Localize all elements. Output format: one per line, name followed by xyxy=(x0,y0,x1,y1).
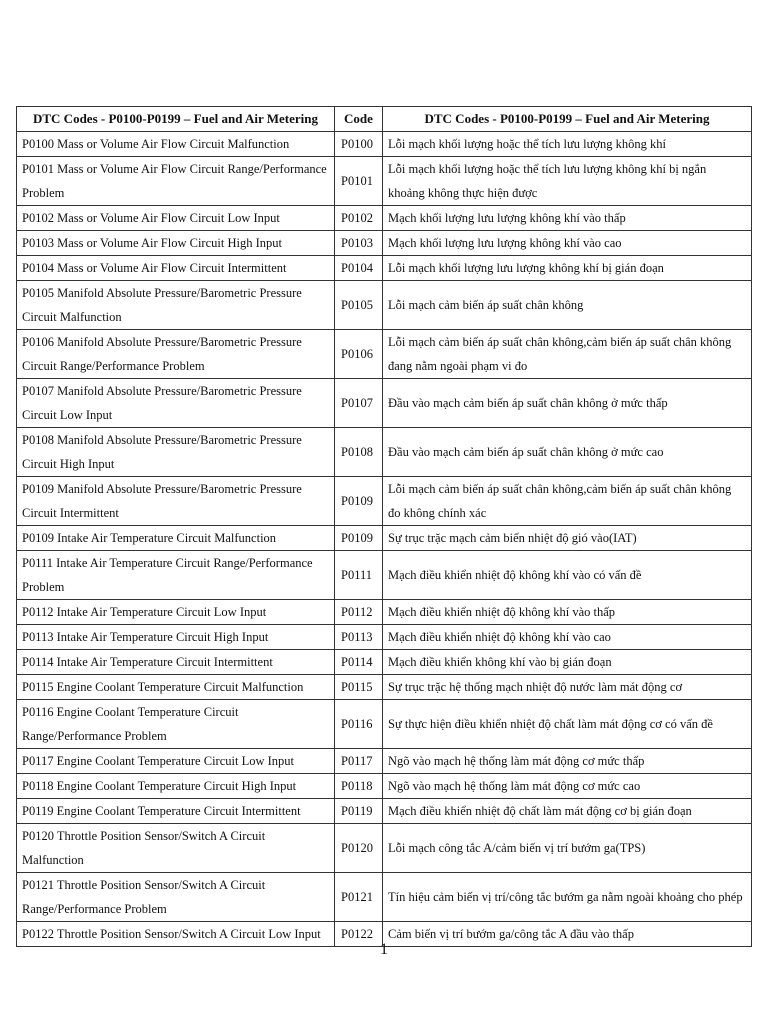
header-vietnamese-description: DTC Codes - P0100-P0199 – Fuel and Air Metering xyxy=(383,107,752,132)
description-english-cell: P0115 Engine Coolant Temperature Circuit Malfunction xyxy=(17,675,335,700)
table-row xyxy=(17,477,752,526)
description-vietnamese-cell: Lỗi mạch cảm biến áp suất chân không,cảm biến áp suất chân không đang nằm ngoài phạm vi đo xyxy=(383,330,752,379)
description-vietnamese-cell: Mạch điều khiển không khí vào bị gián đoạn xyxy=(383,650,752,675)
code-cell: P0103 xyxy=(335,231,383,256)
table-row xyxy=(17,379,752,428)
code-cell: P0115 xyxy=(335,675,383,700)
code-cell: P0114 xyxy=(335,650,383,675)
code-cell: P0112 xyxy=(335,600,383,625)
table-row xyxy=(17,700,752,749)
table-row xyxy=(17,749,752,774)
code-cell: P0118 xyxy=(335,774,383,799)
code-cell: P0121 xyxy=(335,873,383,922)
code-cell: P0108 xyxy=(335,428,383,477)
code-cell: P0101 xyxy=(335,157,383,206)
code-cell: P0106 xyxy=(335,330,383,379)
description-english-cell: P0111 Intake Air Temperature Circuit Range/Performance Problem xyxy=(17,551,335,600)
description-vietnamese-cell: Lỗi mạch khối lượng lưu lượng không khí bị gián đoạn xyxy=(383,256,752,281)
table-row xyxy=(17,625,752,650)
description-vietnamese-cell: Đầu vào mạch cảm biến áp suất chân không ở mức cao xyxy=(383,428,752,477)
description-vietnamese-cell: Đầu vào mạch cảm biến áp suất chân không ở mức thấp xyxy=(383,379,752,428)
table-row xyxy=(17,650,752,675)
code-cell: P0113 xyxy=(335,625,383,650)
table-row xyxy=(17,774,752,799)
description-vietnamese-cell: Cảm biến vị trí bướm ga/công tắc A đầu vào thấp xyxy=(383,922,752,947)
description-vietnamese-cell: Mạch khối lượng lưu lượng không khí vào cao xyxy=(383,231,752,256)
table-row xyxy=(17,157,752,206)
code-cell: P0102 xyxy=(335,206,383,231)
description-english-cell: P0109 Manifold Absolute Pressure/Barometric Pressure Circuit Intermittent xyxy=(17,477,335,526)
table-row xyxy=(17,675,752,700)
table-row xyxy=(17,281,752,330)
table-header-row xyxy=(17,107,752,132)
table-body xyxy=(17,132,752,947)
description-english-cell: P0104 Mass or Volume Air Flow Circuit Intermittent xyxy=(17,256,335,281)
description-english-cell: P0105 Manifold Absolute Pressure/Barometric Pressure Circuit Malfunction xyxy=(17,281,335,330)
header-code: Code xyxy=(335,107,383,132)
table-row xyxy=(17,206,752,231)
description-vietnamese-cell: Sự trục trặc mạch cảm biến nhiệt độ gió vào(IAT) xyxy=(383,526,752,551)
description-vietnamese-cell: Mạch điều khiển nhiệt độ không khí vào có vấn đề xyxy=(383,551,752,600)
description-english-cell: P0100 Mass or Volume Air Flow Circuit Malfunction xyxy=(17,132,335,157)
code-cell: P0109 xyxy=(335,477,383,526)
code-cell: P0109 xyxy=(335,526,383,551)
table-row xyxy=(17,256,752,281)
description-english-cell: P0109 Intake Air Temperature Circuit Malfunction xyxy=(17,526,335,551)
table-row xyxy=(17,330,752,379)
table-row xyxy=(17,873,752,922)
code-cell: P0116 xyxy=(335,700,383,749)
code-cell: P0107 xyxy=(335,379,383,428)
description-english-cell: P0112 Intake Air Temperature Circuit Low Input xyxy=(17,600,335,625)
description-vietnamese-cell: Mạch điều khiển nhiệt độ chất làm mát động cơ bị gián đoạn xyxy=(383,799,752,824)
description-english-cell: P0118 Engine Coolant Temperature Circuit High Input xyxy=(17,774,335,799)
code-cell: P0119 xyxy=(335,799,383,824)
code-cell: P0104 xyxy=(335,256,383,281)
dtc-table xyxy=(16,106,752,947)
description-vietnamese-cell: Lỗi mạch khối lượng hoặc thể tích lưu lượng không khí bị ngắn khoảng không thực hiện được xyxy=(383,157,752,206)
description-vietnamese-cell: Lỗi mạch khối lượng hoặc thể tích lưu lượng không khí xyxy=(383,132,752,157)
description-vietnamese-cell: Ngõ vào mạch hệ thống làm mát động cơ mức thấp xyxy=(383,749,752,774)
header-english-description: DTC Codes - P0100-P0199 – Fuel and Air Metering xyxy=(17,107,335,132)
description-english-cell: P0113 Intake Air Temperature Circuit High Input xyxy=(17,625,335,650)
description-vietnamese-cell: Ngõ vào mạch hệ thống làm mát động cơ mức cao xyxy=(383,774,752,799)
description-vietnamese-cell: Lỗi mạch cảm biến áp suất chân không xyxy=(383,281,752,330)
description-vietnamese-cell: Sự thực hiện điều khiển nhiệt độ chất làm mát động cơ có vấn đề xyxy=(383,700,752,749)
table-row xyxy=(17,551,752,600)
description-vietnamese-cell: Lỗi mạch công tắc A/cảm biến vị trí bướm ga(TPS) xyxy=(383,824,752,873)
description-english-cell: P0106 Manifold Absolute Pressure/Barometric Pressure Circuit Range/Performance Problem xyxy=(17,330,335,379)
description-english-cell: P0121 Throttle Position Sensor/Switch A Circuit Range/Performance Problem xyxy=(17,873,335,922)
description-english-cell: P0117 Engine Coolant Temperature Circuit Low Input xyxy=(17,749,335,774)
description-english-cell: P0103 Mass or Volume Air Flow Circuit High Input xyxy=(17,231,335,256)
table-row xyxy=(17,526,752,551)
table-row xyxy=(17,824,752,873)
code-cell: P0122 xyxy=(335,922,383,947)
code-cell: P0111 xyxy=(335,551,383,600)
code-cell: P0100 xyxy=(335,132,383,157)
table-row xyxy=(17,600,752,625)
description-english-cell: P0108 Manifold Absolute Pressure/Barometric Pressure Circuit High Input xyxy=(17,428,335,477)
table-row xyxy=(17,799,752,824)
page-number: 1 xyxy=(380,941,388,958)
description-vietnamese-cell: Mạch điều khiển nhiệt độ không khí vào cao xyxy=(383,625,752,650)
table-row xyxy=(17,428,752,477)
code-cell: P0117 xyxy=(335,749,383,774)
description-english-cell: P0120 Throttle Position Sensor/Switch A Circuit Malfunction xyxy=(17,824,335,873)
description-english-cell: P0107 Manifold Absolute Pressure/Barometric Pressure Circuit Low Input xyxy=(17,379,335,428)
table-row xyxy=(17,132,752,157)
table-row xyxy=(17,231,752,256)
description-english-cell: P0114 Intake Air Temperature Circuit Intermittent xyxy=(17,650,335,675)
description-vietnamese-cell: Mạch điều khiển nhiệt độ không khí vào thấp xyxy=(383,600,752,625)
description-english-cell: P0119 Engine Coolant Temperature Circuit Intermittent xyxy=(17,799,335,824)
description-vietnamese-cell: Lỗi mạch cảm biến áp suất chân không,cảm biến áp suất chân không đo không chính xác xyxy=(383,477,752,526)
description-vietnamese-cell: Sự trục trặc hệ thống mạch nhiệt độ nước làm mát động cơ xyxy=(383,675,752,700)
code-cell: P0120 xyxy=(335,824,383,873)
description-vietnamese-cell: Mạch khối lượng lưu lượng không khí vào thấp xyxy=(383,206,752,231)
description-english-cell: P0102 Mass or Volume Air Flow Circuit Low Input xyxy=(17,206,335,231)
code-cell: P0105 xyxy=(335,281,383,330)
description-english-cell: P0116 Engine Coolant Temperature Circuit Range/Performance Problem xyxy=(17,700,335,749)
description-english-cell: P0122 Throttle Position Sensor/Switch A Circuit Low Input xyxy=(17,922,335,947)
description-vietnamese-cell: Tín hiệu cảm biến vị trí/công tắc bướm ga nằm ngoài khoảng cho phép xyxy=(383,873,752,922)
description-english-cell: P0101 Mass or Volume Air Flow Circuit Range/Performance Problem xyxy=(17,157,335,206)
